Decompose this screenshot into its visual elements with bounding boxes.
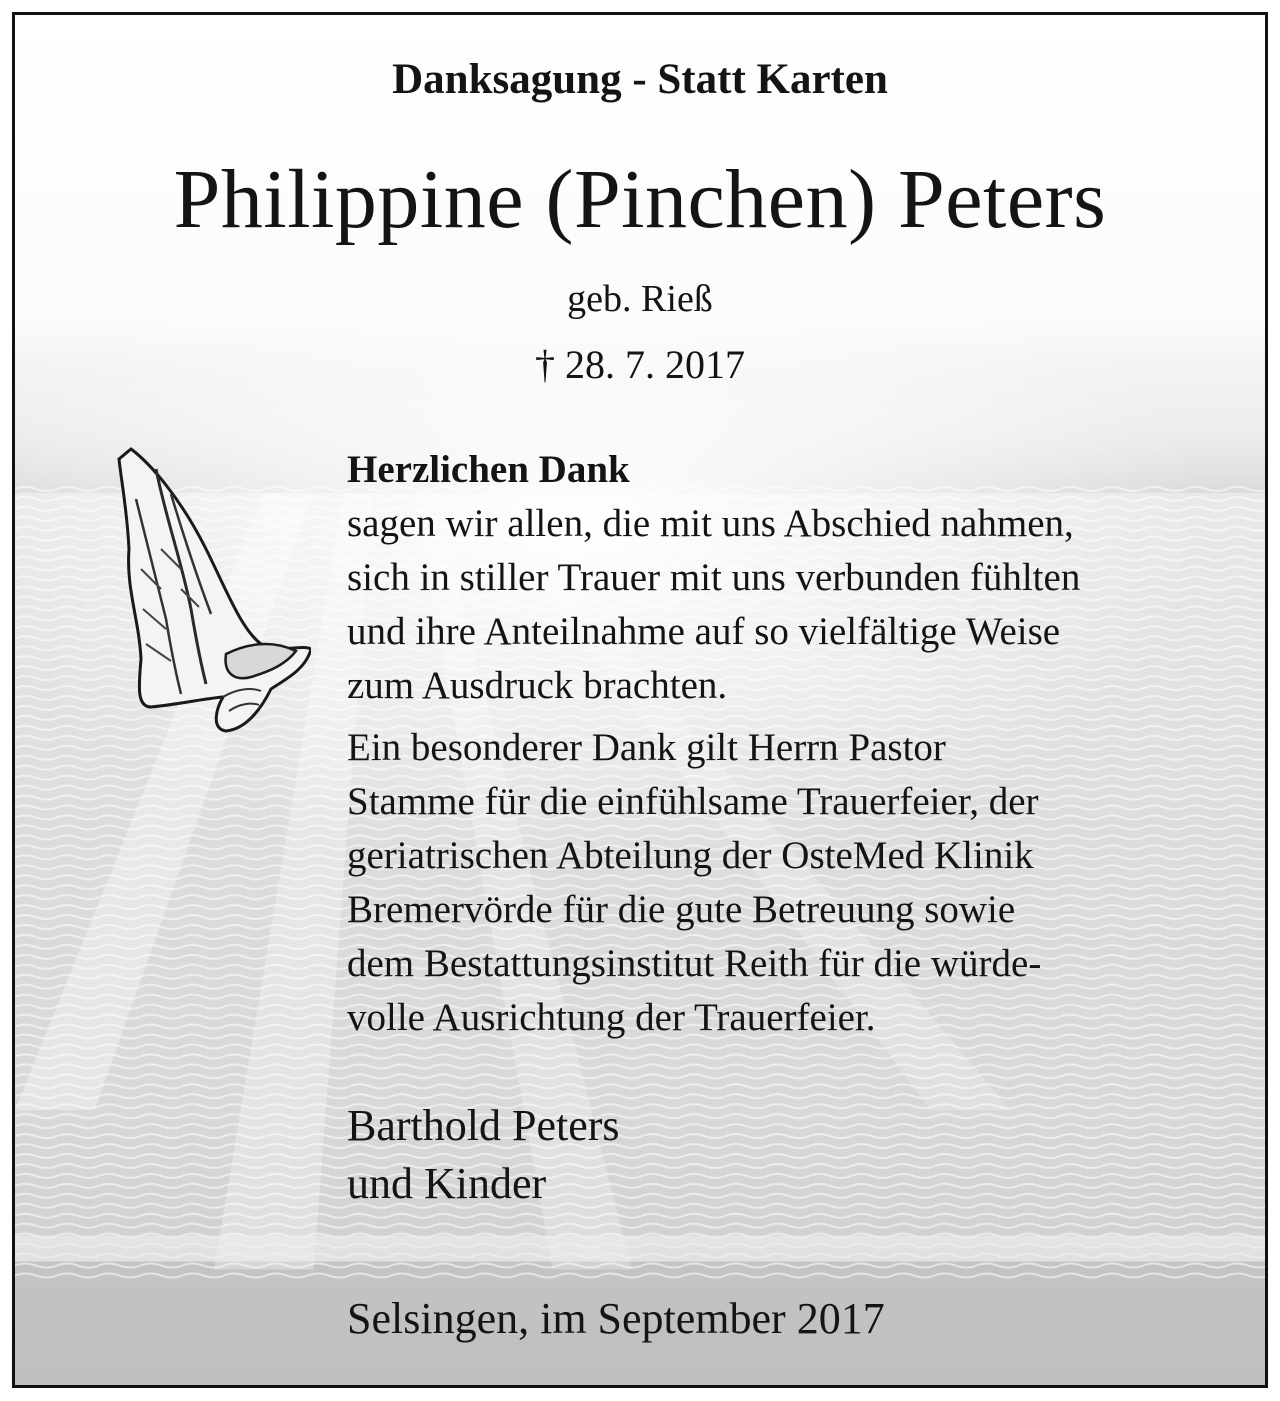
text-line: Ein besonderer Dank gilt Herrn Pastor [347, 726, 946, 769]
text-line: sagen wir allen, die mit uns Abschied nahmen, [347, 502, 1074, 545]
text-line: Stamme für die einfühlsame Trauerfeier, der [347, 780, 1039, 823]
thanks-paragraph [347, 497, 1247, 713]
signature [347, 1097, 620, 1213]
signature-name: Barthold Peters [347, 1101, 620, 1150]
thanks-text [347, 443, 1247, 1045]
place-date: Selsingen, im September 2017 [347, 1294, 885, 1343]
special-thanks-paragraph [347, 721, 1247, 1045]
deceased-name: Philippine (Pinchen) Peters [173, 153, 1107, 246]
text-line: volle Ausrichtung der Trauerfeier. [347, 996, 876, 1039]
death-date: † 28. 7. 2017 [535, 342, 745, 387]
text-line: geriatrischen Abteilung der OsteMed Klinik [347, 834, 1034, 877]
thanks-title: Herzlichen Dank [347, 448, 630, 491]
text-line: sich in stiller Trauer mit uns verbunden fühlten [347, 556, 1081, 599]
text-line: dem Bestattungsinstitut Reith für die würde- [347, 942, 1042, 985]
text-line: und ihre Anteilnahme auf so vielfältige Weise [347, 610, 1061, 653]
obituary-notice [12, 12, 1268, 1388]
maiden-name: geb. Rieß [567, 278, 713, 320]
text-line: zum Ausdruck brachten. [347, 664, 728, 707]
praying-hands-icon [111, 439, 311, 734]
signature-family: und Kinder [347, 1159, 547, 1208]
text-line: Bremervörde für die gute Betreuung sowie [347, 888, 1016, 931]
notice-heading: Danksagung - Statt Karten [392, 56, 888, 103]
